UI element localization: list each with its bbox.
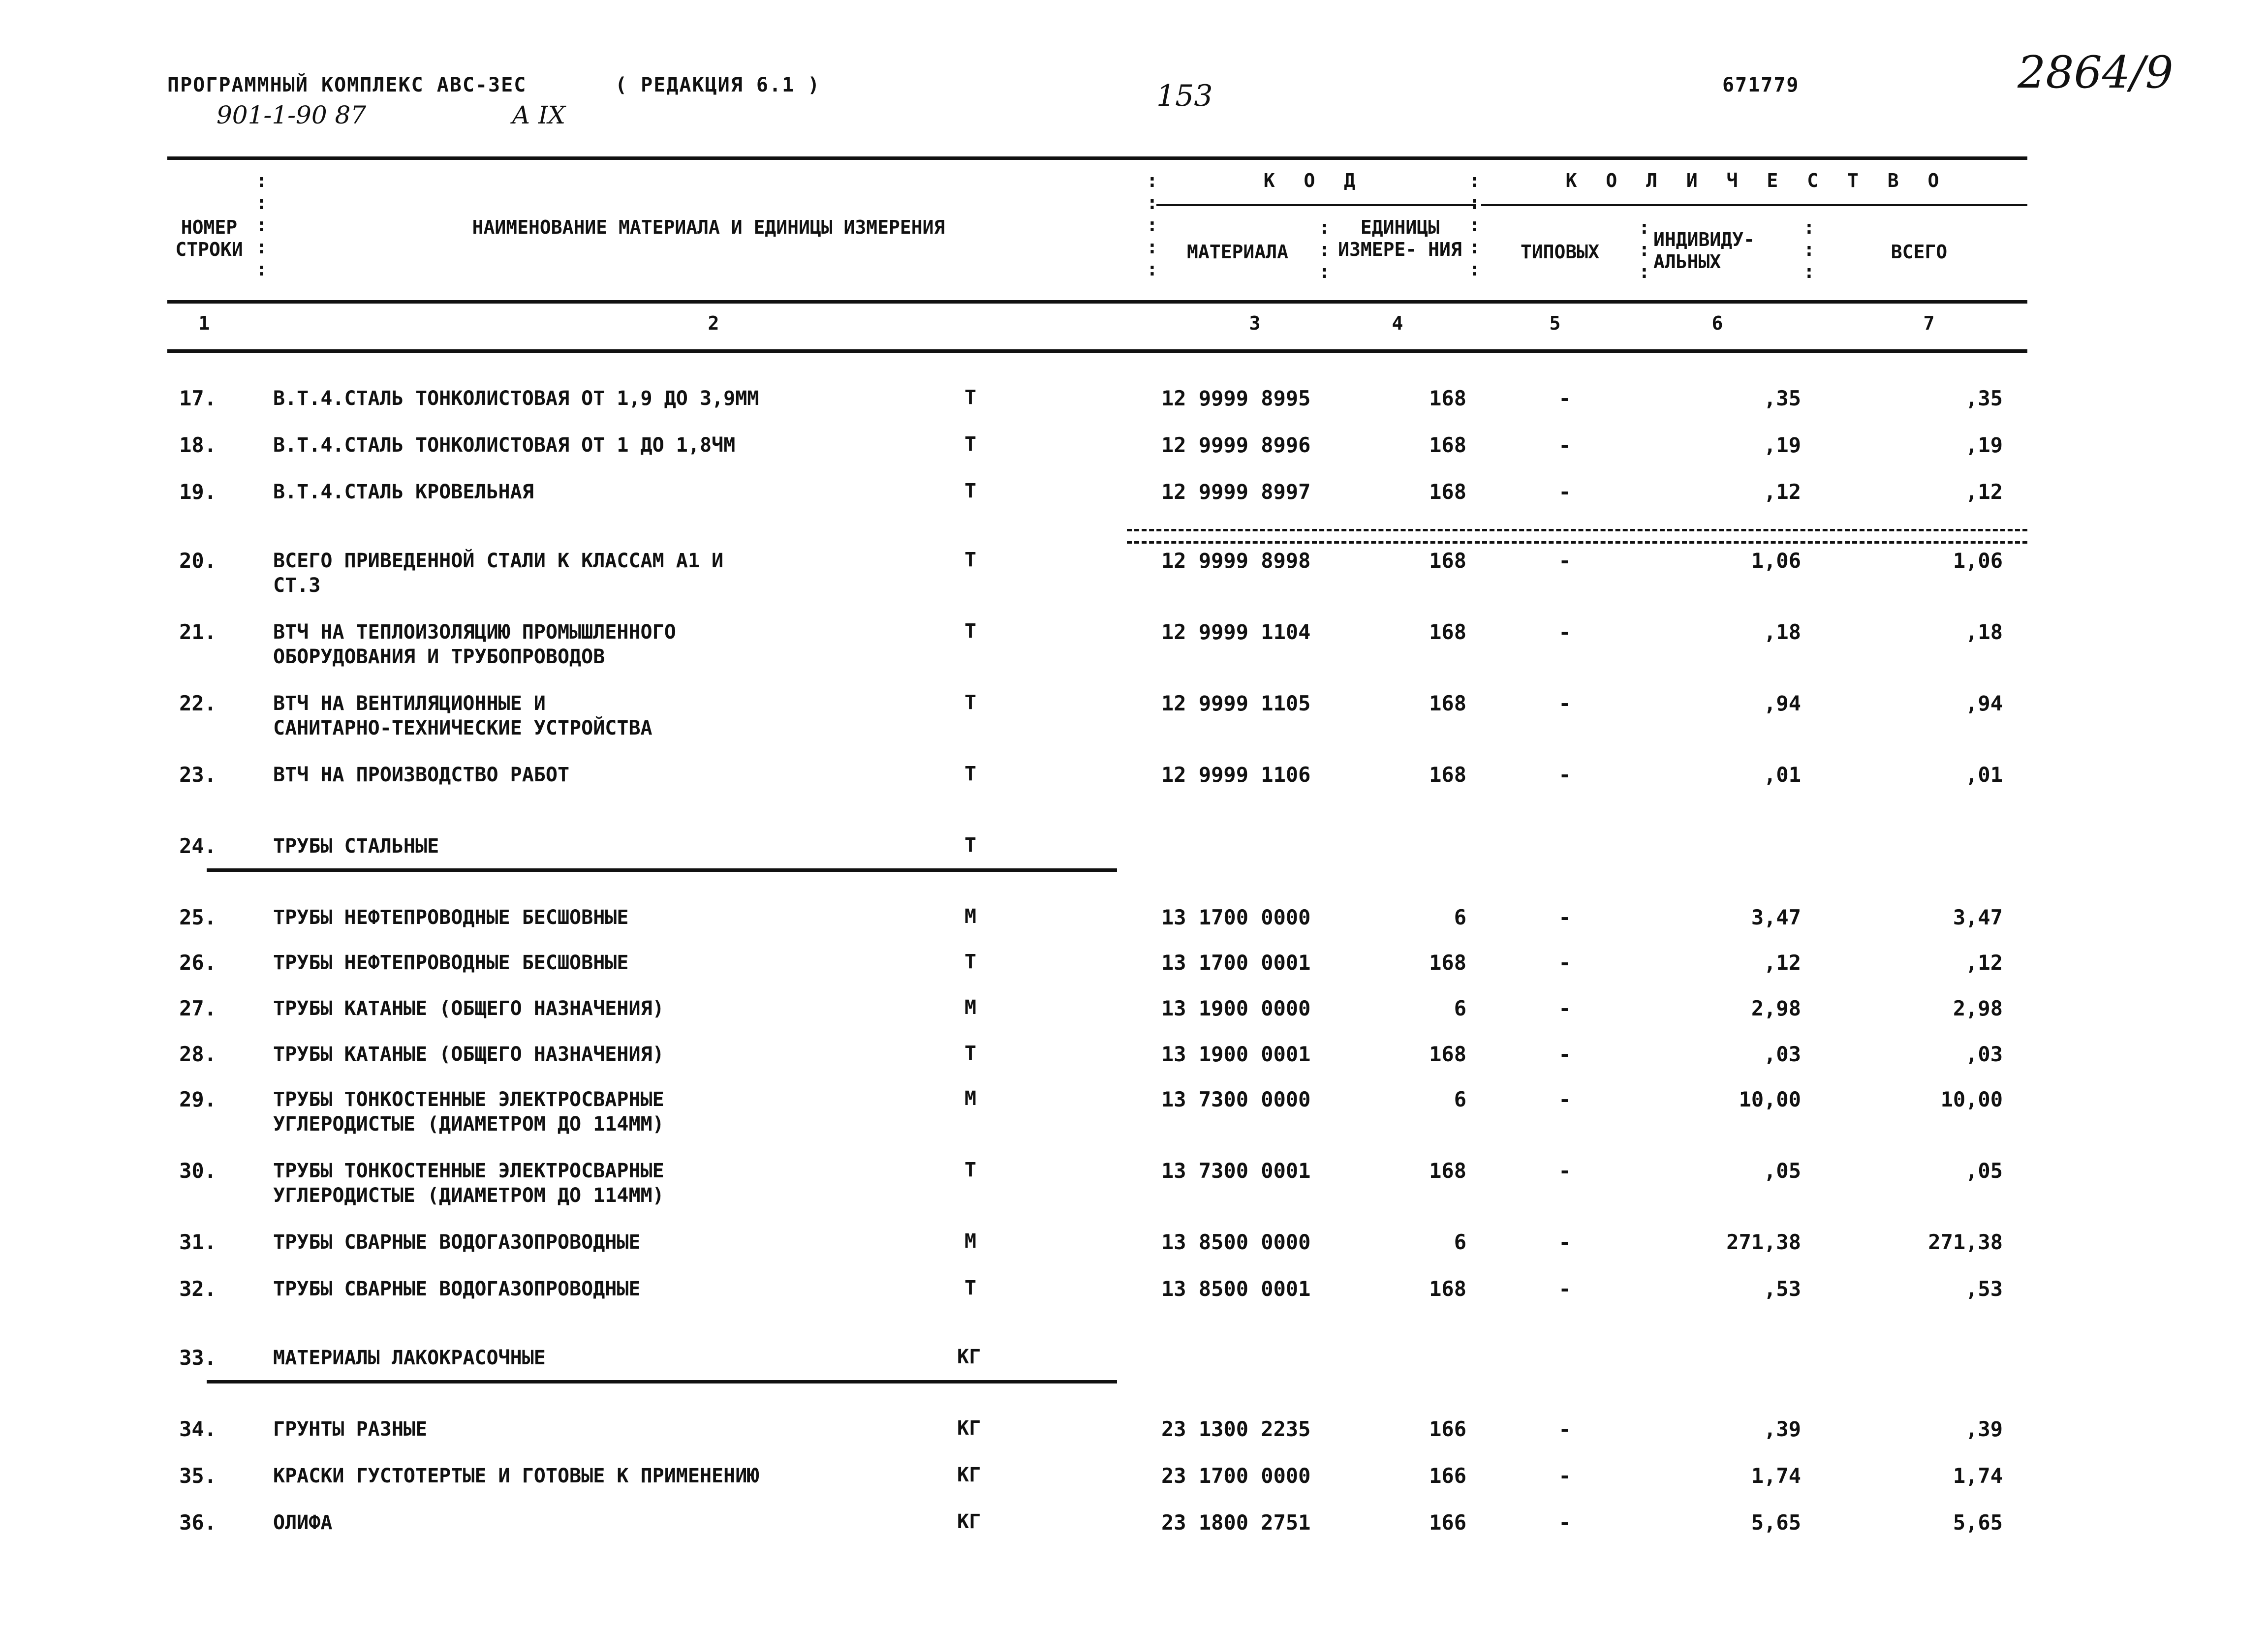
subtotal-separator xyxy=(1127,529,2027,544)
row-name: ТРУБЫ ТОНКОСТЕННЫЕ ЭЛЕКТРОСВАРНЫЕ xyxy=(273,1160,664,1182)
row-name: В.Т.4.СТАЛЬ ТОНКОЛИСТОВАЯ ОТ 1,9 ДО 3,9ММ xyxy=(273,387,759,410)
row-material-code: 12 9999 8997 xyxy=(1161,480,1311,504)
row-unit: Т xyxy=(964,1277,977,1299)
form-code: 671779 xyxy=(1722,74,1800,96)
header-mid-rule xyxy=(167,300,2027,304)
row-number: 31. xyxy=(179,1230,217,1254)
row-individual: 3,47 xyxy=(1751,905,1801,929)
row-number: 33. xyxy=(179,1346,217,1370)
row-total: ,12 xyxy=(1965,951,2003,975)
row-total: 2,98 xyxy=(1953,996,2003,1020)
album-mark: А IX xyxy=(512,101,566,129)
row-number: 21. xyxy=(179,620,217,644)
row-material-code: 12 9999 8996 xyxy=(1161,433,1311,457)
row-name: ВТЧ НА ВЕНТИЛЯЦИОННЫЕ И xyxy=(273,692,546,715)
row-name: В.Т.4.СТАЛЬ ТОНКОЛИСТОВАЯ ОТ 1 ДО 1,8ЧМ xyxy=(273,434,736,457)
doc-code: 901-1-90 87 xyxy=(217,101,367,129)
col-name-header: НАИМЕНОВАНИЕ МАТЕРИАЛА И ЕДИНИЦЫ ИЗМЕРЕНИЯ xyxy=(472,216,945,238)
row-number: 27. xyxy=(179,996,217,1020)
row-unit-code: 168 xyxy=(1429,386,1466,410)
row-number: 30. xyxy=(179,1159,217,1183)
row-name-continued: САНИТАРНО-ТЕХНИЧЕСКИЕ УСТРОЙСТВА xyxy=(273,717,652,739)
col-sep-6: : : : xyxy=(1803,216,1815,282)
row-unit: КГ xyxy=(957,1417,981,1440)
row-typical: - xyxy=(1558,905,1571,929)
row-name: ТРУБЫ ТОНКОСТЕННЫЕ ЭЛЕКТРОСВАРНЫЕ xyxy=(273,1088,664,1111)
row-number: 18. xyxy=(179,433,217,457)
row-number: 17. xyxy=(179,386,217,410)
row-material-code: 13 1700 0000 xyxy=(1161,905,1311,929)
row-typical: - xyxy=(1558,549,1571,573)
row-name: ТРУБЫ НЕФТЕПРОВОДНЫЕ БЕСШОВНЫЕ xyxy=(273,906,629,929)
row-unit-code: 168 xyxy=(1429,1277,1466,1301)
col-total-header: ВСЕГО xyxy=(1891,241,1948,263)
row-unit: Т xyxy=(964,763,977,785)
col-row-number-header: НОМЕР СТРОКИ xyxy=(175,216,243,260)
section-underline xyxy=(207,868,1117,872)
row-unit-code: 168 xyxy=(1429,1042,1466,1066)
row-unit: КГ xyxy=(957,1346,981,1368)
row-individual: 2,98 xyxy=(1751,996,1801,1020)
row-individual: ,12 xyxy=(1764,480,1801,504)
row-total: ,01 xyxy=(1965,763,2003,787)
row-individual: ,18 xyxy=(1764,620,1801,644)
row-name: ВТЧ НА ПРОИЗВОДСТВО РАБОТ xyxy=(273,764,570,786)
program-title: ПРОГРАММНЫЙ КОМПЛЕКС АВС-3ЕС xyxy=(167,74,527,96)
row-total: 1,06 xyxy=(1953,549,2003,573)
row-material-code: 13 1700 0001 xyxy=(1161,951,1311,975)
row-number: 20. xyxy=(179,549,217,573)
row-number: 26. xyxy=(179,951,217,975)
row-typical: - xyxy=(1558,763,1571,787)
qty-group-rule xyxy=(1481,204,2027,206)
row-typical: - xyxy=(1558,1230,1571,1254)
row-unit-code: 166 xyxy=(1429,1510,1466,1535)
row-total: ,03 xyxy=(1965,1042,2003,1066)
col-index-3: 3 xyxy=(1249,312,1261,334)
section-title: ТРУБЫ СТАЛЬНЫЕ xyxy=(273,835,439,858)
row-unit: М xyxy=(964,905,977,928)
col-sep-1: : : : : : xyxy=(256,170,267,280)
row-name: ВТЧ НА ТЕПЛОИЗОЛЯЦИЮ ПРОМЫШЛЕННОГО xyxy=(273,621,676,644)
row-unit: Т xyxy=(964,549,977,571)
row-typical: - xyxy=(1558,620,1571,644)
row-unit-code: 168 xyxy=(1429,433,1466,457)
row-name: ТРУБЫ НЕФТЕПРОВОДНЫЕ БЕСШОВНЫЕ xyxy=(273,952,629,974)
row-total: 1,74 xyxy=(1953,1464,2003,1488)
row-material-code: 12 9999 1104 xyxy=(1161,620,1311,644)
col-index-5: 5 xyxy=(1549,312,1561,334)
row-individual: 10,00 xyxy=(1739,1087,1801,1111)
row-unit-code: 6 xyxy=(1454,1087,1466,1111)
row-unit: М xyxy=(964,1087,977,1110)
row-total: 3,47 xyxy=(1953,905,2003,929)
row-unit: М xyxy=(964,996,977,1019)
row-name-continued: СТ.3 xyxy=(273,574,321,597)
row-name: ОЛИФА xyxy=(273,1511,333,1534)
row-name: ТРУБЫ КАТАНЫЕ (ОБЩЕГО НАЗНАЧЕНИЯ) xyxy=(273,997,664,1020)
row-unit-code: 6 xyxy=(1454,996,1466,1020)
row-unit-code: 168 xyxy=(1429,480,1466,504)
row-typical: - xyxy=(1558,996,1571,1020)
row-unit: Т xyxy=(964,1159,977,1181)
row-unit: Т xyxy=(964,691,977,714)
row-material-code: 13 7300 0001 xyxy=(1161,1159,1311,1183)
row-typical: - xyxy=(1558,691,1571,715)
col-code-group-header: К О Д xyxy=(1263,170,1365,191)
row-material-code: 13 1900 0001 xyxy=(1161,1042,1311,1066)
col-index-7: 7 xyxy=(1923,312,1935,334)
row-typical: - xyxy=(1558,1042,1571,1066)
row-unit: Т xyxy=(964,433,977,456)
row-total: ,94 xyxy=(1965,691,2003,715)
row-name: КРАСКИ ГУСТОТЕРТЫЕ И ГОТОВЫЕ К ПРИМЕНЕНИЮ xyxy=(273,1465,759,1487)
row-unit-code: 6 xyxy=(1454,905,1466,929)
row-material-code: 13 7300 0000 xyxy=(1161,1087,1311,1111)
row-material-code: 13 8500 0001 xyxy=(1161,1277,1311,1301)
row-typical: - xyxy=(1558,951,1571,975)
row-material-code: 13 1900 0000 xyxy=(1161,996,1311,1020)
row-individual: ,12 xyxy=(1764,951,1801,975)
row-unit-code: 168 xyxy=(1429,951,1466,975)
row-material-code: 23 1800 2751 xyxy=(1161,1510,1311,1535)
row-unit-code: 168 xyxy=(1429,1159,1466,1183)
row-total: ,12 xyxy=(1965,480,2003,504)
row-typical: - xyxy=(1558,1277,1571,1301)
row-material-code: 12 9999 1105 xyxy=(1161,691,1311,715)
row-individual: ,03 xyxy=(1764,1042,1801,1066)
col-qty-group-header: К О Л И Ч Е С Т В О xyxy=(1565,170,1948,191)
row-total: ,35 xyxy=(1965,386,2003,410)
row-unit-code: 166 xyxy=(1429,1417,1466,1441)
row-unit: Т xyxy=(964,951,977,973)
row-typical: - xyxy=(1558,433,1571,457)
row-material-code: 12 9999 8995 xyxy=(1161,386,1311,410)
row-material-code: 23 1300 2235 xyxy=(1161,1417,1311,1441)
col-index-2: 2 xyxy=(708,312,719,334)
row-typical: - xyxy=(1558,480,1571,504)
row-individual: 1,06 xyxy=(1751,549,1801,573)
row-unit-code: 166 xyxy=(1429,1464,1466,1488)
col-sep-2: : : : : : xyxy=(1147,170,1158,280)
row-total: 10,00 xyxy=(1940,1087,2003,1111)
row-material-code: 23 1700 0000 xyxy=(1161,1464,1311,1488)
row-number: 22. xyxy=(179,691,217,715)
row-number: 34. xyxy=(179,1417,217,1441)
row-number: 28. xyxy=(179,1042,217,1066)
col-individual-header: ИНДИВИДУ- АЛЬНЫХ xyxy=(1653,229,1755,273)
header-bottom-rule xyxy=(167,349,2027,353)
row-name-continued: УГЛЕРОДИСТЫЕ (ДИАМЕТРОМ ДО 114ММ) xyxy=(273,1113,664,1136)
row-individual: ,19 xyxy=(1764,433,1801,457)
col-index-4: 4 xyxy=(1392,312,1403,334)
row-unit-code: 168 xyxy=(1429,549,1466,573)
row-name-continued: УГЛЕРОДИСТЫЕ (ДИАМЕТРОМ ДО 114ММ) xyxy=(273,1184,664,1207)
row-unit-code: 6 xyxy=(1454,1230,1466,1254)
row-unit: Т xyxy=(964,1042,977,1065)
row-typical: - xyxy=(1558,1464,1571,1488)
row-individual: 1,74 xyxy=(1751,1464,1801,1488)
row-typical: - xyxy=(1558,1087,1571,1111)
row-number: 36. xyxy=(179,1510,217,1535)
row-name: ВСЕГО ПРИВЕДЕННОЙ СТАЛИ К КЛАССАМ А1 И xyxy=(273,550,724,572)
code-group-rule xyxy=(1156,204,1476,206)
row-individual: ,39 xyxy=(1764,1417,1801,1441)
row-total: ,39 xyxy=(1965,1417,2003,1441)
row-unit: М xyxy=(964,1230,977,1253)
program-edition: ( РЕДАКЦИЯ 6.1 ) xyxy=(615,74,821,96)
col-index-6: 6 xyxy=(1711,312,1723,334)
row-name: В.Т.4.СТАЛЬ КРОВЕЛЬНАЯ xyxy=(273,481,534,503)
row-individual: ,01 xyxy=(1764,763,1801,787)
row-number: 29. xyxy=(179,1087,217,1111)
col-sep-3: : : : xyxy=(1319,216,1330,282)
row-individual: 5,65 xyxy=(1751,1510,1801,1535)
row-total: ,18 xyxy=(1965,620,2003,644)
header-top-rule xyxy=(167,156,2027,160)
row-unit-code: 168 xyxy=(1429,620,1466,644)
section-underline xyxy=(207,1380,1117,1383)
row-typical: - xyxy=(1558,386,1571,410)
row-individual: 271,38 xyxy=(1726,1230,1801,1254)
row-material-code: 13 8500 0000 xyxy=(1161,1230,1311,1254)
col-material-code-header: МАТЕРИАЛА xyxy=(1187,241,1288,263)
col-sep-4: : : : : : xyxy=(1469,170,1480,280)
row-number: 25. xyxy=(179,905,217,929)
col-unit-code-header: ЕДИНИЦЫ ИЗМЕРЕ- НИЯ xyxy=(1338,216,1462,260)
row-unit: Т xyxy=(964,834,977,857)
row-total: ,19 xyxy=(1965,433,2003,457)
row-individual: ,35 xyxy=(1764,386,1801,410)
row-individual: ,05 xyxy=(1764,1159,1801,1183)
row-name: ТРУБЫ СВАРНЫЕ ВОДОГАЗОПРОВОДНЫЕ xyxy=(273,1231,641,1254)
row-name-continued: ОБОРУДОВАНИЯ И ТРУБОПРОВОДОВ xyxy=(273,645,605,668)
row-unit: Т xyxy=(964,386,977,409)
row-total: ,05 xyxy=(1965,1159,2003,1183)
row-total: 271,38 xyxy=(1928,1230,2003,1254)
row-unit-code: 168 xyxy=(1429,763,1466,787)
row-unit: КГ xyxy=(957,1510,981,1533)
row-name: ТРУБЫ КАТАНЫЕ (ОБЩЕГО НАЗНАЧЕНИЯ) xyxy=(273,1043,664,1066)
row-unit-code: 168 xyxy=(1429,691,1466,715)
row-unit: Т xyxy=(964,480,977,502)
row-typical: - xyxy=(1558,1510,1571,1535)
row-number: 23. xyxy=(179,763,217,787)
row-typical: - xyxy=(1558,1159,1571,1183)
row-number: 32. xyxy=(179,1277,217,1301)
sheet-mark: 2864/9 xyxy=(2018,47,2174,98)
row-total: ,53 xyxy=(1965,1277,2003,1301)
row-unit: Т xyxy=(964,620,977,643)
row-total: 5,65 xyxy=(1953,1510,2003,1535)
row-material-code: 12 9999 1106 xyxy=(1161,763,1311,787)
row-number: 35. xyxy=(179,1464,217,1488)
section-title: МАТЕРИАЛЫ ЛАКОКРАСОЧНЫЕ xyxy=(273,1347,546,1369)
col-sep-5: : : : xyxy=(1639,216,1650,282)
row-name: ТРУБЫ СВАРНЫЕ ВОДОГАЗОПРОВОДНЫЕ xyxy=(273,1278,641,1300)
row-number: 24. xyxy=(179,834,217,858)
row-individual: ,53 xyxy=(1764,1277,1801,1301)
col-typical-header: ТИПОВЫХ xyxy=(1520,241,1600,263)
row-material-code: 12 9999 8998 xyxy=(1161,549,1311,573)
col-index-1: 1 xyxy=(198,312,210,334)
page-number: 153 xyxy=(1156,79,1213,113)
row-name: ГРУНТЫ РАЗНЫЕ xyxy=(273,1418,428,1441)
row-typical: - xyxy=(1558,1417,1571,1441)
row-individual: ,94 xyxy=(1764,691,1801,715)
row-number: 19. xyxy=(179,480,217,504)
row-unit: КГ xyxy=(957,1464,981,1486)
